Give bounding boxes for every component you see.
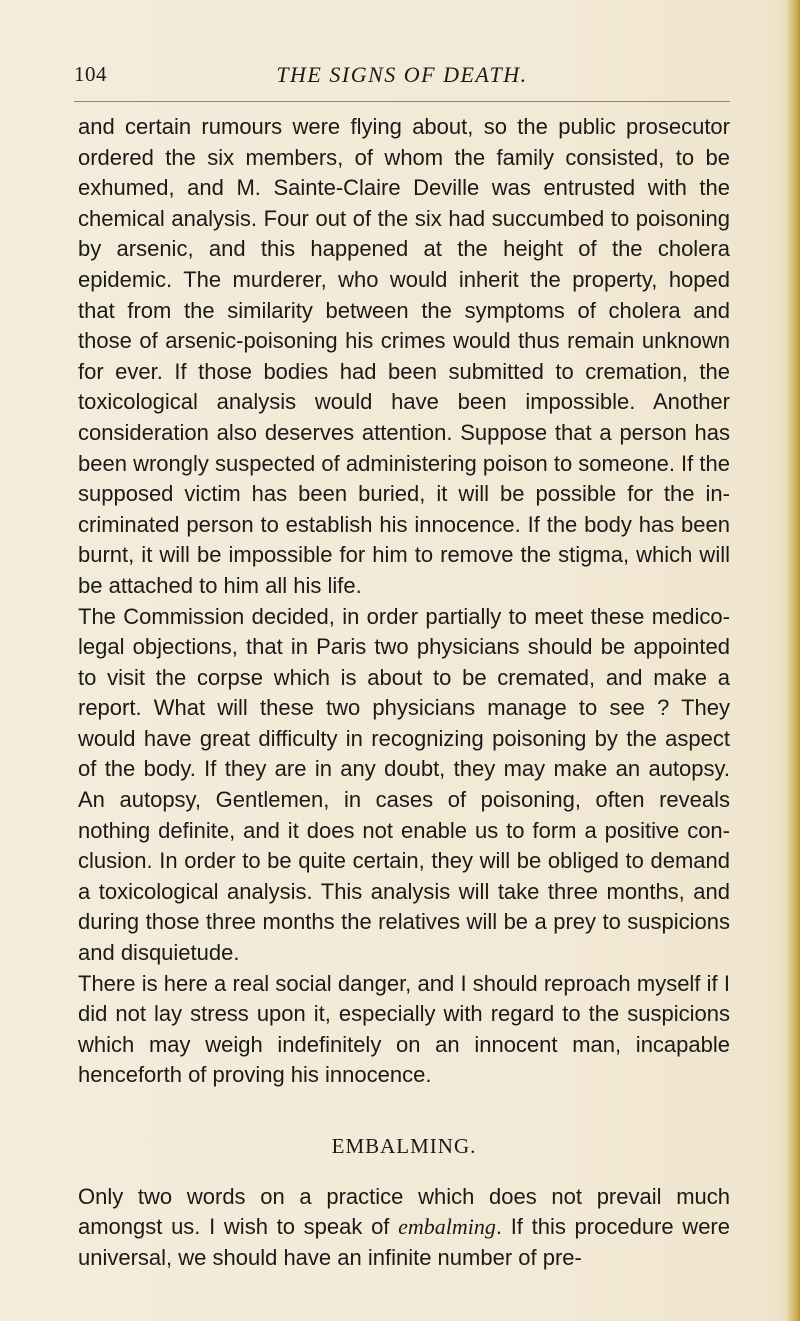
header-rule [74, 101, 730, 102]
paragraph: There is here a real social danger, and I should reproach myself if I did not lay stress upon it, especially with regard to the suspicions which may weigh indefinitely on an innocent man, incapable henceforth of proving his innocence. [78, 970, 730, 1088]
page-number: 104 [74, 62, 107, 86]
section-heading: EMBALMING. [331, 1134, 477, 1158]
body-text [78, 112, 730, 1273]
page-header [74, 62, 730, 92]
paragraph [78, 1182, 730, 1274]
page-edge [786, 0, 800, 1321]
paragraph: The Commission decided, in order partially to meet these medico-legal objections, that in Paris two physicians should be appointed to visit the corpse which is about to be cremated, and make a report. What will these two physicians manage to see ? They would have great difficulty in recognizing poisoning by the aspect of the body. If they are in any doubt, they may make an autopsy. An autopsy, Gentlemen, in cases of poisoning, often reveals nothing definite, and it does not enable us to form a positive conclusion. In order to be quite certain, they will be obliged to demand a toxicological analysis. This analysis will take three months, and during those three months the relatives will be a prey to suspicions and disquietude. [78, 603, 730, 966]
emphasis-embalming: embalming [398, 1214, 496, 1240]
section-text-start: Only two words on a practice which does not prevail much amongst us. I wish to speak of [78, 1183, 730, 1240]
section-text-end: . If this procedure were universal, we should have an infinite number of pre- [78, 1214, 730, 1270]
paragraph: and certain rumours were flying about, so the public prosecutor ordered the six members, of whom the family consisted, to be exhumed, and M. Sainte-Claire Deville was entrusted with the chemical analysis. Four out of the six had succumbed to poisoning by arsenic, and this happened at the height of the cholera epidemic. The murderer, who would inherit the property, hoped that from the similarity between the symptoms of cholera and those of arsenic-poisoning his crimes would thus remain unknown for ever. If those bodies had been submitted to cremation, the toxicological analysis would have been impossible. Another consideration also deserves attention. Suppose that a person has been wrongly suspected of administering poison to someone. If the supposed victim has been buried, it will be possible for the incriminated person to establish his innocence. If the body has been burnt, it will be impossible for him to remove the stigma, which will be attached to him all his life. [78, 114, 730, 598]
running-title: THE SIGNS OF DEATH. [276, 62, 528, 87]
